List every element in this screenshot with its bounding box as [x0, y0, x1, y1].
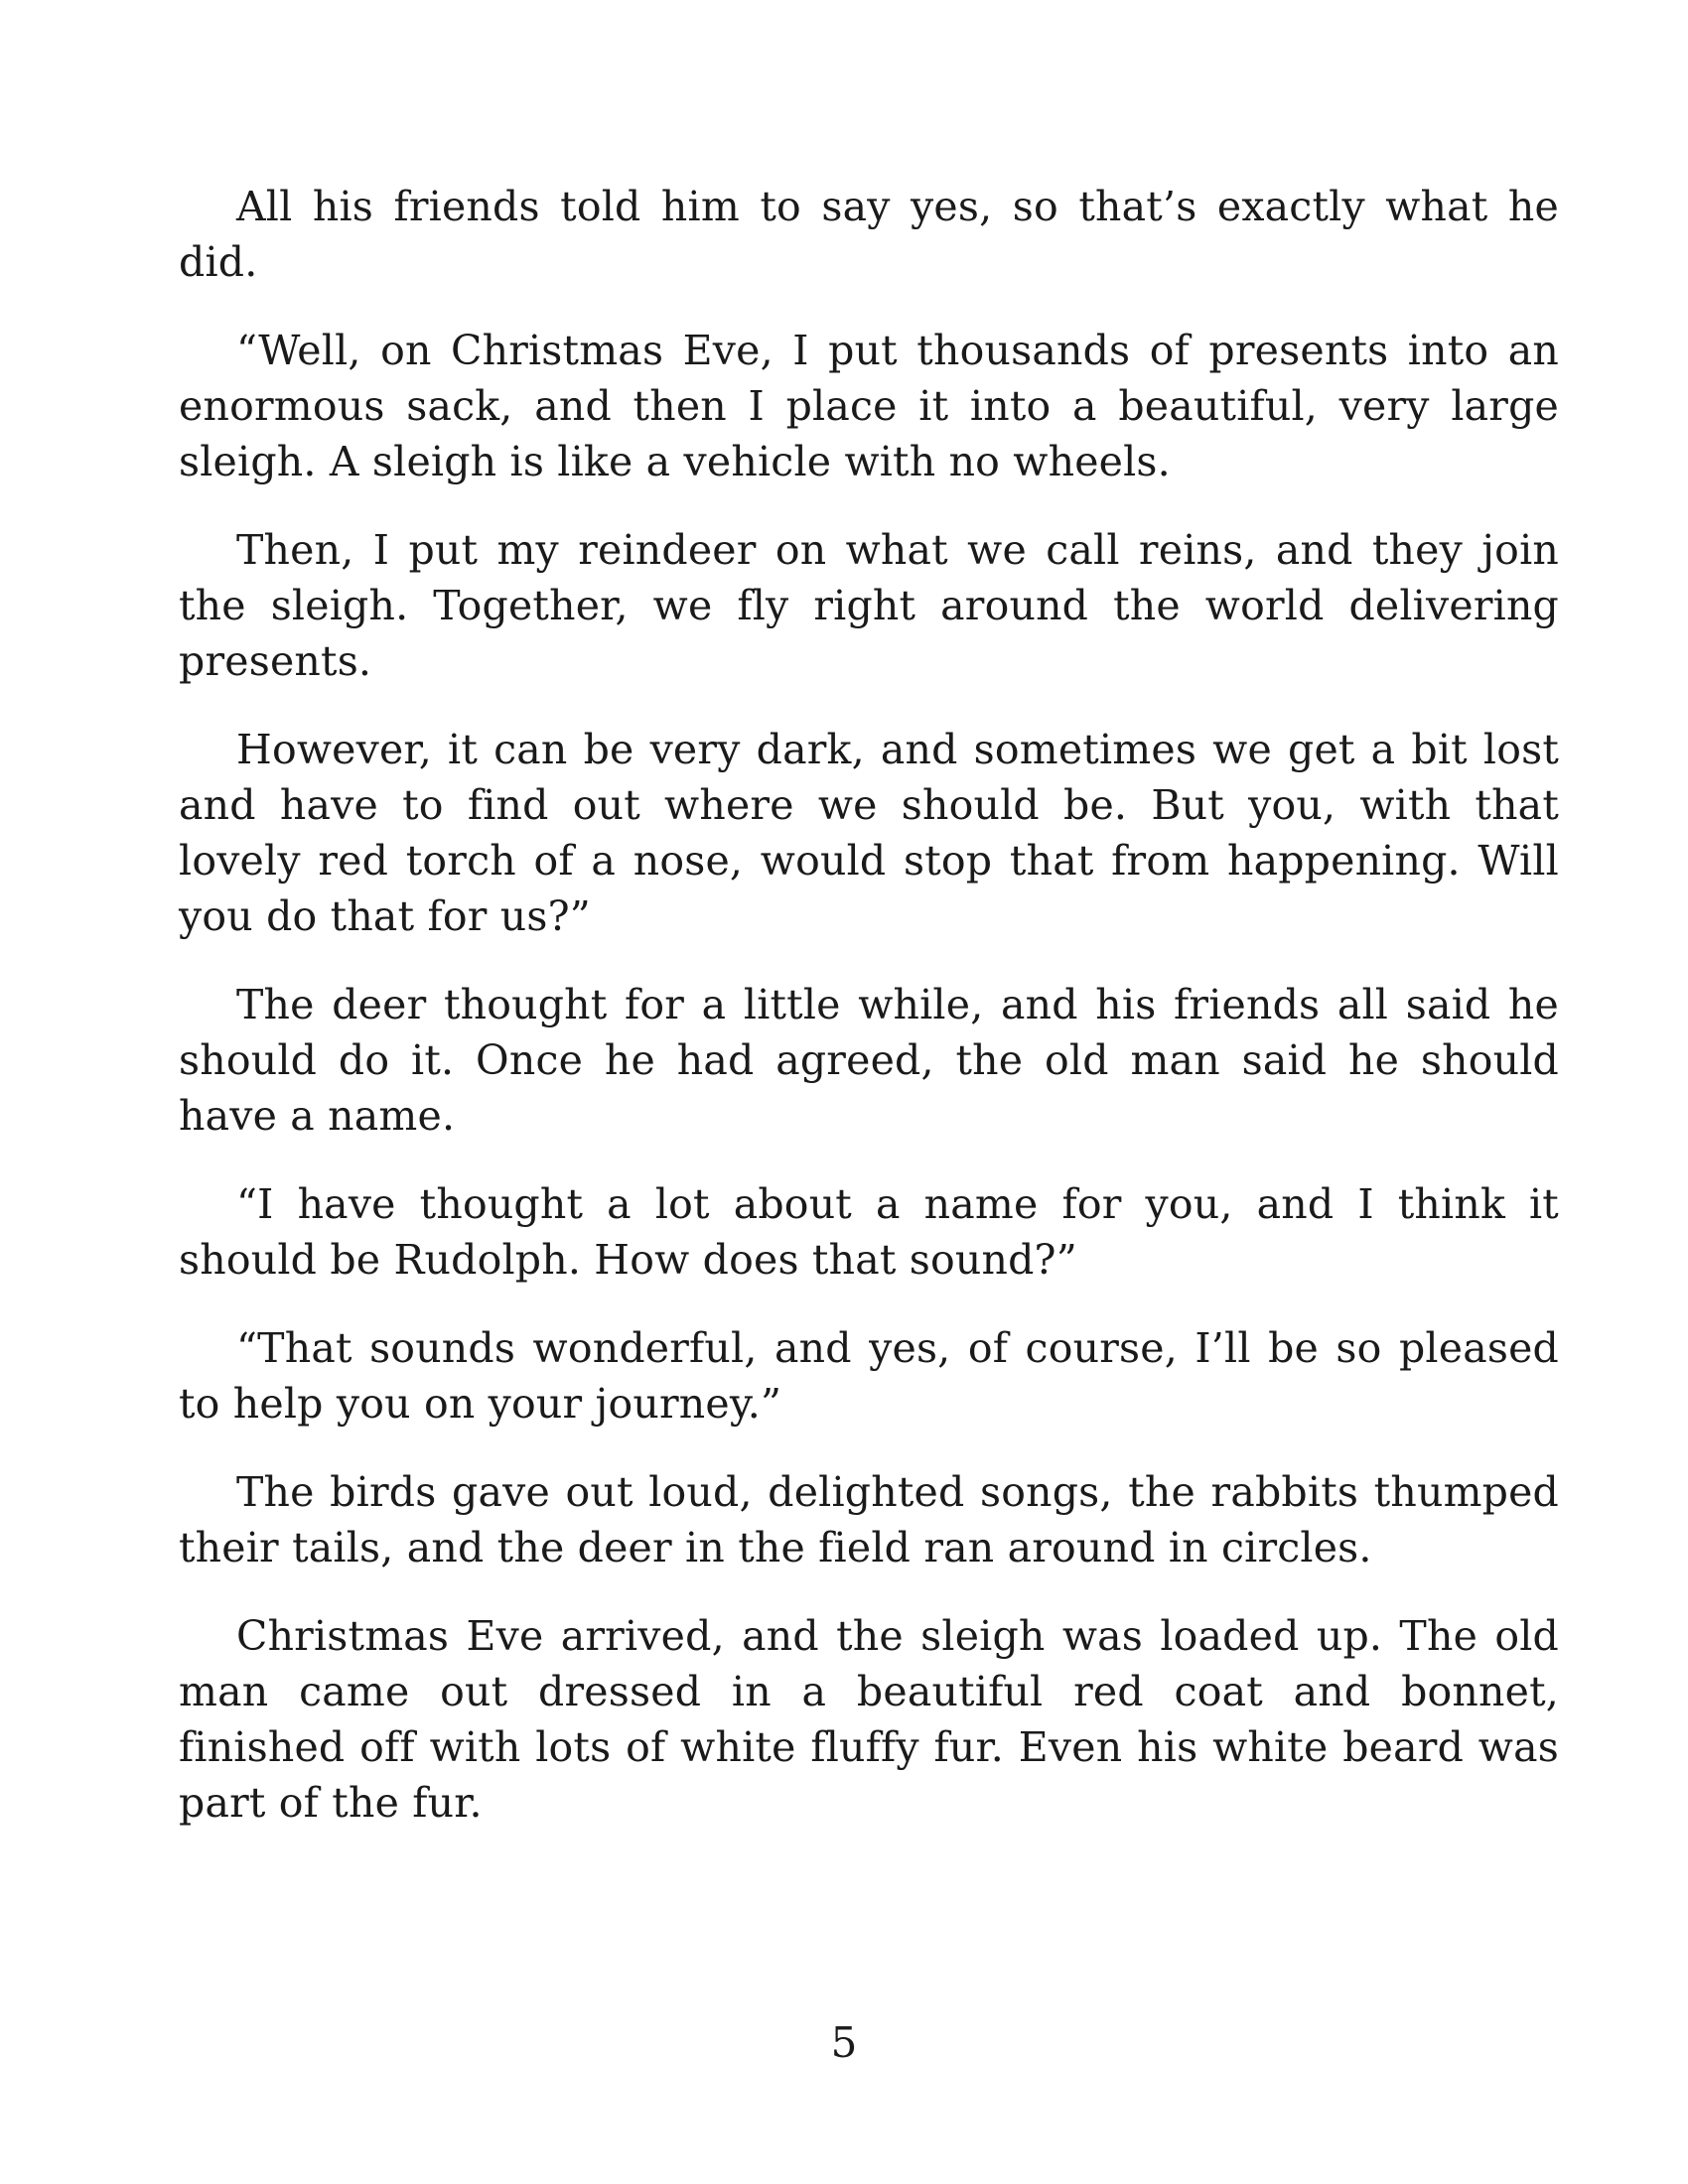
- paragraph-7: “That sounds wonderful, and yes, of course, I’ll be so pleased to help you on your journey.”: [179, 1324, 1559, 1428]
- paragraph-2: “Well, on Christmas Eve, I put thousands of presents into an enormous sack, and then I place it into a beautiful, very large sleigh. A sleigh is like a vehicle with no wheels.: [179, 327, 1559, 485]
- paragraph-9: Christmas Eve arrived, and the sleigh was loaded up. The old man came out dressed in a beautiful red coat and bonnet, finished off with lots of white fluffy fur. Even his white beard was part of the fur.: [179, 1612, 1559, 1827]
- paragraph-4: However, it can be very dark, and sometimes we get a bit lost and have to find out where we should be. But you, with that lovely red torch of a nose, would stop that from happening. Will you do that for us?”: [179, 726, 1559, 940]
- paragraph-5: The deer thought for a little while, and his friends all said he should do it. Once he had agreed, the old man said he should have a name.: [179, 981, 1559, 1140]
- paragraph-6: “I have thought a lot about a name for you, and I think it should be Rudolph. How does that sound?”: [179, 1180, 1559, 1284]
- body-text: [179, 179, 1559, 1863]
- paragraph-3: Then, I put my reindeer on what we call reins, and they join the sleigh. Together, we fly right around the world delivering presents.: [179, 526, 1559, 685]
- paragraph-1: All his friends told him to say yes, so that’s exactly what he did.: [179, 183, 1559, 286]
- page-number: 5: [830, 2018, 858, 2067]
- paragraph-8: The birds gave out loud, delighted songs, the rabbits thumped their tails, and the deer in the field ran around in circles.: [179, 1468, 1559, 1571]
